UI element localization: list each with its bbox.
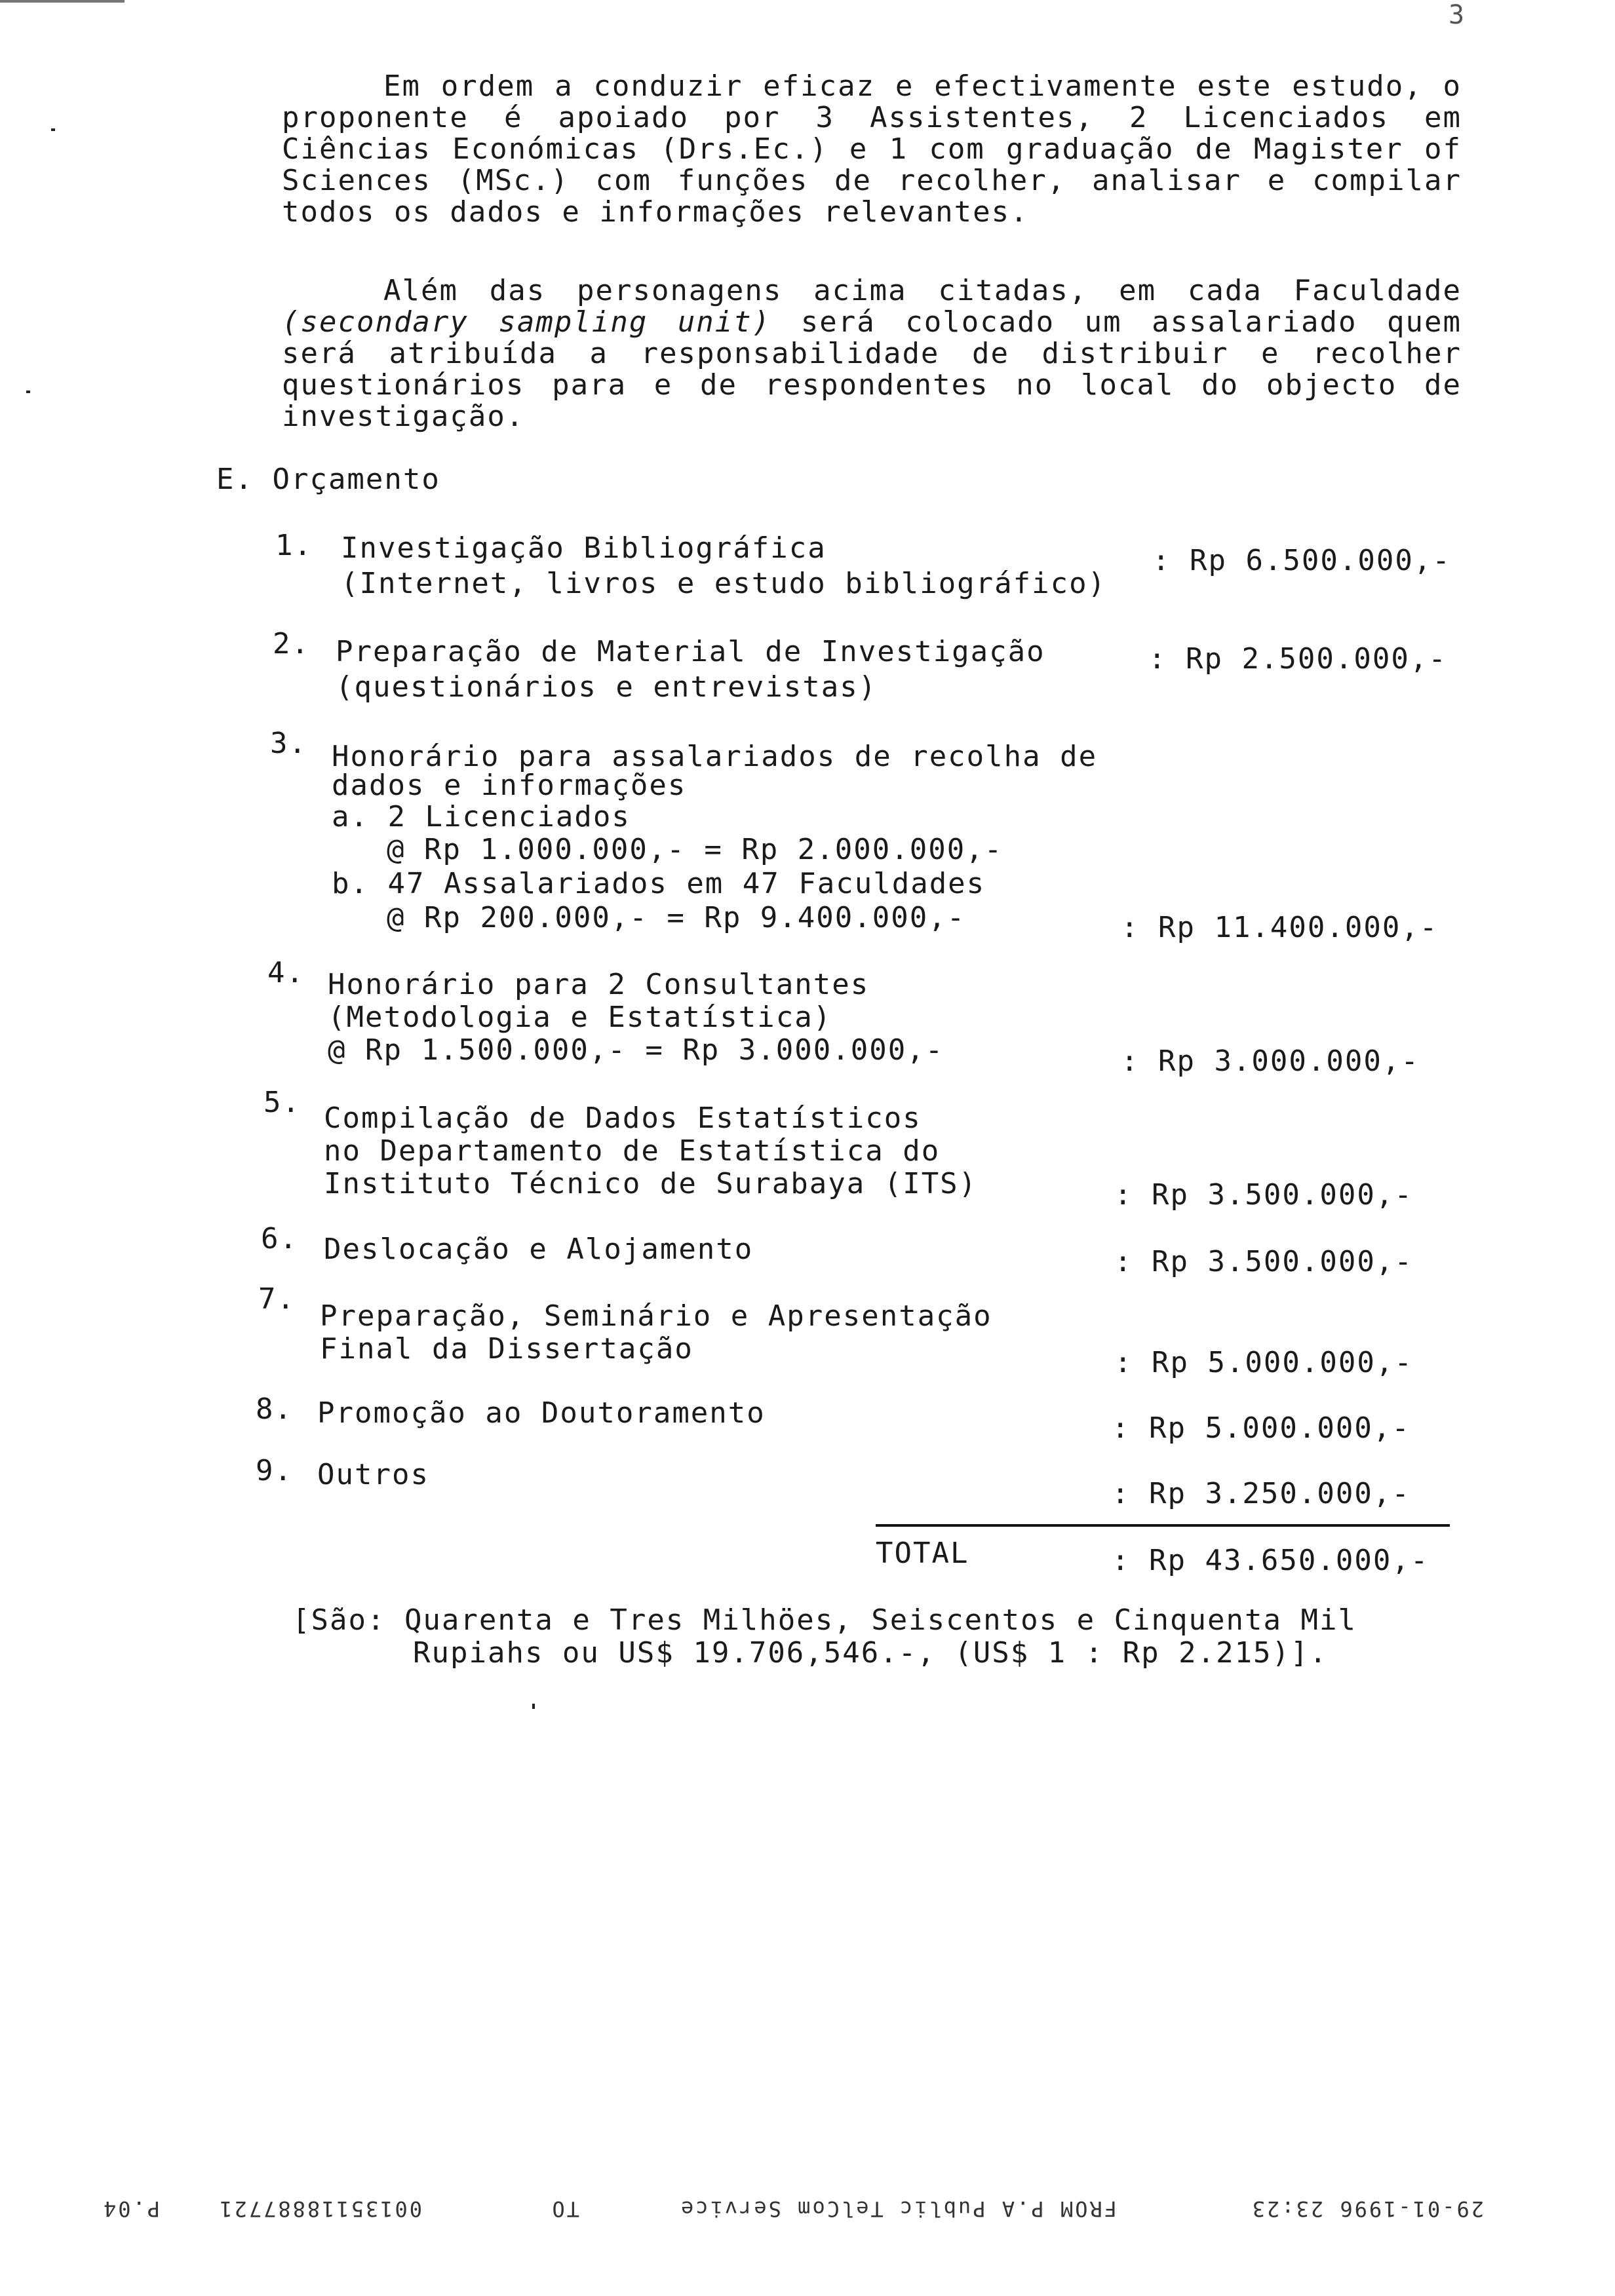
budget-item-number: 4. (267, 956, 305, 989)
budget-item-number: 3. (270, 727, 307, 760)
section-heading: E. Orçamento (216, 463, 440, 496)
budget-item-amount: : Rp 5.000.000,- (1112, 1411, 1411, 1445)
budget-item-amount: : Rp 3.500.000,- (1114, 1178, 1413, 1212)
page-mark: 3 (1449, 0, 1465, 30)
budget-item-number: 7. (258, 1282, 296, 1316)
budget-item-title: Honorário para 2 Consultantes (328, 968, 870, 1001)
total-rule (876, 1524, 1450, 1527)
budget-item-title: Preparação, Seminário e Apresentação (320, 1299, 992, 1333)
scan-edge-mark (0, 0, 125, 3)
budget-item-title: Promoção ao Doutoramento (317, 1396, 766, 1430)
budget-subitem-calc: @ Rp 200.000,- = Rp 9.400.000,- (387, 901, 966, 934)
paragraph-text-end: será colocado um assalariado quem será atribuída a responsabilidade de distribuir e recolher questionários para e de respondentes no local do objecto de investigação. (282, 305, 1462, 433)
fax-sender: FROM P.A Public TelCom Service (679, 2196, 1117, 2221)
paragraph-faculty-staff (282, 275, 1462, 432)
paragraph-faculty-staff-text (282, 275, 1462, 432)
budget-item-number: 2. (273, 627, 310, 660)
budget-item-amount: : Rp 2.500.000,- (1148, 642, 1447, 676)
budget-item-title: Outros (317, 1458, 429, 1491)
budget-item-number: 5. (263, 1086, 301, 1119)
budget-item-amount: : Rp 3.250.000,- (1112, 1477, 1411, 1510)
budget-subitem-label: a. 2 Licenciados (332, 800, 631, 833)
budget-item-amount: : Rp 11.400.000,- (1121, 911, 1439, 944)
budget-item-number: 6. (261, 1222, 298, 1255)
budget-item-detail: no Departamento de Estatística do (324, 1134, 941, 1168)
total-in-usd: Rupiahs ou US$ 19.706,546.-, (US$ 1 : Rp 2.215)]. (413, 1636, 1329, 1670)
budget-subitem-calc: @ Rp 1.000.000,- = Rp 2.000.000,- (387, 833, 1003, 866)
scan-speck (51, 128, 55, 131)
total-label: TOTAL (876, 1537, 969, 1570)
budget-item-title: Compilação de Dados Estatísticos (324, 1101, 922, 1135)
budget-item-number: 8. (256, 1392, 293, 1426)
budget-item-number: 9. (256, 1454, 293, 1487)
fax-recipient: TO (550, 2196, 579, 2221)
budget-item-amount: : Rp 3.500.000,- (1114, 1245, 1413, 1278)
budget-item-detail: Final da Dissertação (320, 1332, 693, 1366)
sampling-unit-term: (secondary sampling unit) (282, 305, 771, 339)
budget-item-amount: : Rp 6.500.000,- (1152, 544, 1451, 577)
total-amount: : Rp 43.650.000,- (1112, 1544, 1430, 1577)
budget-item-amount: : Rp 5.000.000,- (1114, 1346, 1413, 1379)
budget-item-detail: Instituto Técnico de Surabaya (ITS) (324, 1167, 978, 1200)
scan-speck (26, 391, 30, 393)
budget-item-calc: @ Rp 1.500.000,- = Rp 3.000.000,- (328, 1033, 944, 1067)
budget-item-title: Investigação Bibliográfica (341, 531, 827, 565)
total-in-words: [São: Quarenta e Tres Milhöes, Seiscentos e Cinquenta Mil (292, 1603, 1357, 1637)
budget-item-number: 1. (275, 529, 313, 562)
budget-item-detail: dados e informações (332, 769, 687, 802)
paragraph-staff-text: Em ordem a conduzir eficaz e efectivamente este estudo, o proponente é apoiado por 3 Assistentes, 2 Licenciados em Ciências Económicas (Drs.Ec.) e 1 com graduação de Magister of Sciences (MSc.) com funções de recolher, analisar e compilar todos os dados e informações relevantes. (282, 69, 1462, 229)
budget-item-detail: (Internet, livros e estudo bibliográfico) (341, 567, 1107, 600)
fax-footer (0, 2189, 1615, 2228)
budget-item-detail: (questionários e entrevistas) (336, 670, 878, 704)
scan-speck (532, 1704, 535, 1709)
budget-item-title: Deslocação e Alojamento (324, 1233, 754, 1266)
paragraph-text-start: Além das personagens acima citadas, em cada Faculdade (383, 274, 1462, 307)
budget-item-title: Preparação de Material de Investigação (336, 635, 1045, 668)
budget-item-detail: (Metodologia e Estatística) (328, 1001, 832, 1034)
fax-page: P.04 (101, 2196, 160, 2221)
fax-datetime: 29-01-1996 23:23 (1250, 2196, 1484, 2221)
budget-item-amount: : Rp 3.000.000,- (1121, 1044, 1420, 1078)
budget-item-title: Honorário para assalariados de recolha de (332, 740, 1098, 773)
fax-number: 00135118887721 (218, 2196, 422, 2221)
budget-subitem-label: b. 47 Assalariados em 47 Faculdades (332, 867, 986, 900)
paragraph-staff (282, 71, 1462, 228)
